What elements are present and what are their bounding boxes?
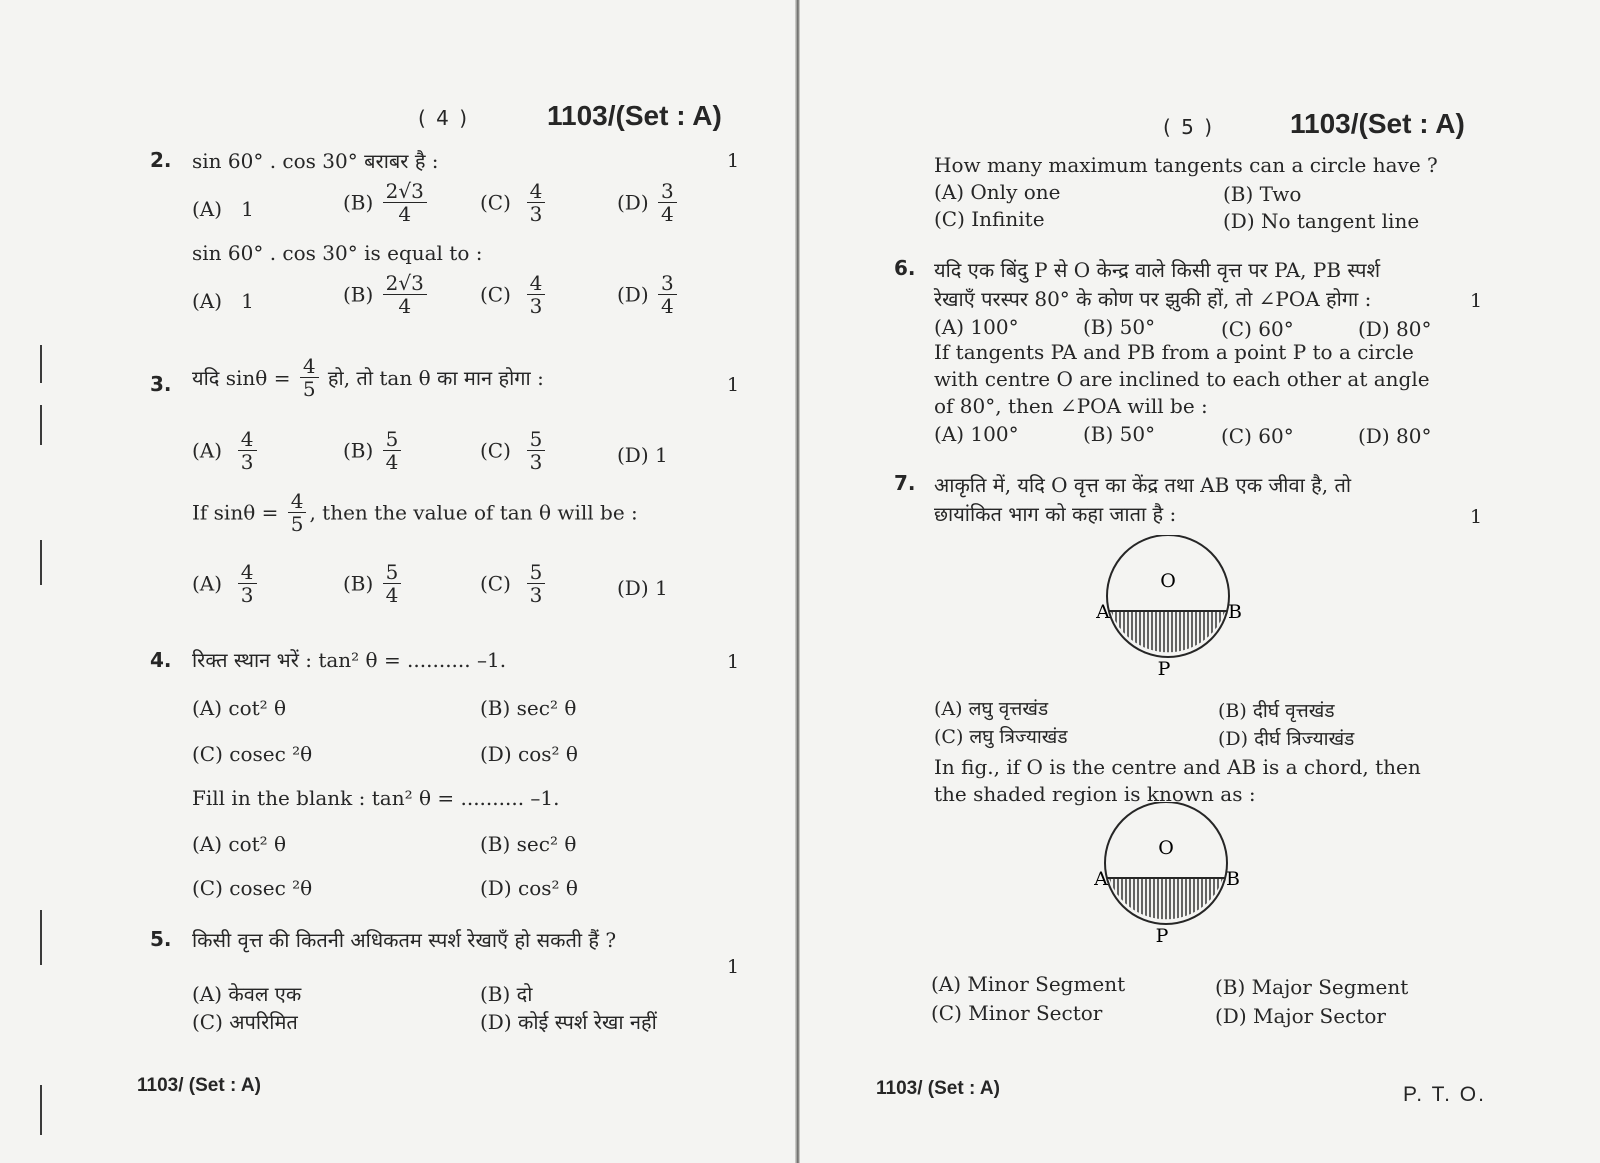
left-page bbox=[0, 0, 795, 1163]
question-text-english: If tangents PA and PB from a point P to a circle bbox=[934, 340, 1414, 364]
margin-mark bbox=[40, 345, 42, 383]
page-number: ( 4 ) bbox=[418, 106, 470, 130]
option-c: (C) 60° bbox=[1221, 424, 1294, 448]
option-d: (D) cos² θ bbox=[480, 742, 578, 766]
margin-mark bbox=[40, 405, 42, 445]
question-text-english: If sinθ = $\frac{4}{5}$ , then the value of tan θ will be : bbox=[192, 489, 638, 536]
option-b: (B) Two bbox=[1223, 182, 1302, 206]
option-b: (B) sec² θ bbox=[480, 696, 577, 720]
header-code: 1103/(Set : A) bbox=[547, 100, 722, 131]
option-c: (C) Infinite bbox=[934, 207, 1045, 231]
question-marks: 1 bbox=[727, 651, 740, 673]
question-text-english: the shaded region is known as : bbox=[934, 782, 1256, 806]
question-text-english: of 80°, then ∠POA will be : bbox=[934, 394, 1208, 418]
option-b: (B) 50° bbox=[1083, 422, 1156, 446]
question-marks: 1 bbox=[727, 956, 740, 978]
option-d: (D) Major Sector bbox=[1215, 1004, 1386, 1028]
question-text-hindi: रेखाएँ परस्पर 80° के कोण पर झुकी हों, तो ∠POA होगा : bbox=[934, 287, 1372, 311]
question-text-hindi: यदि एक बिंदु P से O केन्द्र वाले किसी वृत्त पर PA, PB स्पर्श bbox=[934, 258, 1381, 282]
footer-code: 1103/ (Set : A) bbox=[876, 1078, 1000, 1099]
option-b: (B) $\frac{5}{4}$ bbox=[343, 428, 404, 473]
fraction: $\frac{4}{3}$ bbox=[238, 561, 257, 606]
book-spine bbox=[795, 0, 800, 1163]
label-o: O bbox=[1158, 837, 1174, 859]
option-b: (B) $\frac{5}{4}$ bbox=[343, 561, 404, 606]
option-a: (A) cot² θ bbox=[192, 832, 287, 856]
question-text-english: sin 60° . cos 30° is equal to : bbox=[192, 241, 483, 265]
footer-code: 1103/ (Set : A) bbox=[137, 1075, 261, 1096]
fraction: $\frac{4}{3}$ bbox=[527, 272, 546, 317]
option-b: (B) sec² θ bbox=[480, 832, 577, 856]
fraction: $\frac{4}{3}$ bbox=[527, 180, 546, 225]
question-text-english: Fill in the blank : tan² θ = .......... –1. bbox=[192, 786, 560, 810]
margin-mark bbox=[40, 1085, 42, 1135]
page-number: ( 5 ) bbox=[1163, 115, 1215, 139]
question-number: 6. bbox=[894, 256, 916, 280]
fraction: $\frac{4}{3}$ bbox=[238, 428, 257, 473]
option-d: (D) $\frac{3}{4}$ bbox=[617, 180, 680, 225]
question-text-hindi: यदि sinθ = $\frac{4}{5}$ हो, तो tan θ का मान होगा : bbox=[192, 354, 544, 401]
fraction: $\frac{5}{3}$ bbox=[527, 428, 546, 473]
option-d: (D) 1 bbox=[617, 443, 668, 467]
label-b: B bbox=[1226, 868, 1240, 890]
question-text-hindi: रिक्त स्थान भरें : tan² θ = .......... –1. bbox=[192, 648, 507, 672]
question-text-hindi: आकृति में, यदि O वृत्त का केंद्र तथा AB एक जीवा है, तो bbox=[934, 473, 1352, 497]
label-a: A bbox=[1094, 868, 1108, 890]
option-b: (B) दो bbox=[480, 982, 533, 1006]
option-c: (C) $\frac{4}{3}$ bbox=[480, 272, 548, 317]
option-c: (C) cosec ²θ bbox=[192, 876, 313, 900]
option-d: (D) 80° bbox=[1358, 424, 1432, 448]
question-marks: 1 bbox=[727, 150, 740, 172]
header-code: 1103/(Set : A) bbox=[1290, 108, 1465, 139]
option-b: (B) दीर्घ वृत्तखंड bbox=[1218, 700, 1335, 722]
option-c: (C) $\frac{5}{3}$ bbox=[480, 561, 548, 606]
circle-segment-figure bbox=[1088, 535, 1258, 685]
option-d: (D) कोई स्पर्श रेखा नहीं bbox=[480, 1010, 657, 1034]
option-a: (A) $\frac{4}{3}$ bbox=[192, 561, 260, 606]
label-p: P bbox=[1155, 925, 1169, 947]
option-a: (A) 1 bbox=[192, 197, 254, 221]
option-c: (C) 60° bbox=[1221, 317, 1294, 341]
option-a: (A) $\frac{4}{3}$ bbox=[192, 428, 260, 473]
question-number: 4. bbox=[150, 648, 172, 672]
option-a: (A) लघु वृत्तखंड bbox=[934, 698, 1049, 720]
option-b: (B) $\frac{2√3}{4}$ bbox=[343, 180, 430, 225]
option-c: (C) लघु त्रिज्याखंड bbox=[934, 726, 1068, 748]
option-d: (D) $\frac{3}{4}$ bbox=[617, 272, 680, 317]
label-b: B bbox=[1228, 601, 1242, 623]
question-marks: 1 bbox=[1470, 506, 1483, 528]
label-a: A bbox=[1096, 601, 1110, 623]
question-text-hindi: किसी वृत्त की कितनी अधिकतम स्पर्श रेखाएँ हो सकती हैं ? bbox=[192, 928, 617, 952]
option-d: (D) No tangent line bbox=[1223, 209, 1420, 233]
fraction: $\frac{2√3}{4}$ bbox=[383, 180, 427, 225]
margin-mark bbox=[40, 540, 42, 585]
option-a: (A) 100° bbox=[934, 315, 1019, 339]
question-text-hindi: छायांकित भाग को कहा जाता है : bbox=[934, 502, 1177, 526]
fraction: $\frac{4}{5}$ bbox=[300, 355, 319, 400]
question-text-english: with centre O are inclined to each other at angle bbox=[934, 367, 1430, 391]
fraction: $\frac{5}{4}$ bbox=[383, 561, 402, 606]
question-text-english: In fig., if O is the centre and AB is a chord, then bbox=[934, 755, 1421, 779]
option-b: (B) 50° bbox=[1083, 315, 1156, 339]
question-marks: 1 bbox=[1470, 290, 1483, 312]
circle-segment-figure bbox=[1086, 802, 1256, 952]
fraction: $\frac{3}{4}$ bbox=[658, 272, 677, 317]
option-a: (A) 1 bbox=[192, 289, 254, 313]
option-d: (D) 1 bbox=[617, 576, 668, 600]
option-a: (A) Minor Segment bbox=[931, 972, 1126, 996]
question-number: 5. bbox=[150, 927, 172, 951]
fraction: $\frac{2√3}{4}$ bbox=[383, 272, 427, 317]
label-o: O bbox=[1160, 570, 1176, 592]
pto-label: P. T. O. bbox=[1403, 1083, 1486, 1106]
question-number: 7. bbox=[894, 471, 916, 495]
option-d: (D) cos² θ bbox=[480, 876, 578, 900]
question-number: 2. bbox=[150, 148, 172, 172]
option-c: (C) $\frac{5}{3}$ bbox=[480, 428, 548, 473]
fraction: $\frac{5}{4}$ bbox=[383, 428, 402, 473]
option-c: (C) अपरिमित bbox=[192, 1010, 298, 1034]
fraction: $\frac{3}{4}$ bbox=[658, 180, 677, 225]
option-b: (B) Major Segment bbox=[1215, 975, 1409, 999]
option-d: (D) दीर्घ त्रिज्याखंड bbox=[1218, 728, 1355, 750]
option-a: (A) केवल एक bbox=[192, 982, 302, 1006]
margin-mark bbox=[40, 910, 42, 965]
question-marks: 1 bbox=[727, 374, 740, 396]
fraction: $\frac{5}{3}$ bbox=[527, 561, 546, 606]
question-number: 3. bbox=[150, 372, 172, 396]
option-a: (A) cot² θ bbox=[192, 696, 287, 720]
label-p: P bbox=[1157, 658, 1171, 680]
option-a: (A) Only one bbox=[934, 180, 1061, 204]
option-c: (C) $\frac{4}{3}$ bbox=[480, 180, 548, 225]
option-d: (D) 80° bbox=[1358, 317, 1432, 341]
question-text-english: How many maximum tangents can a circle have ? bbox=[934, 153, 1438, 177]
right-page bbox=[803, 0, 1600, 1163]
option-c: (C) cosec ²θ bbox=[192, 742, 313, 766]
option-a: (A) 100° bbox=[934, 422, 1019, 446]
fraction: $\frac{4}{5}$ bbox=[288, 490, 307, 535]
option-b: (B) $\frac{2√3}{4}$ bbox=[343, 272, 430, 317]
option-c: (C) Minor Sector bbox=[931, 1001, 1103, 1025]
question-text-hindi: sin 60° . cos 30° बराबर है : bbox=[192, 149, 439, 173]
